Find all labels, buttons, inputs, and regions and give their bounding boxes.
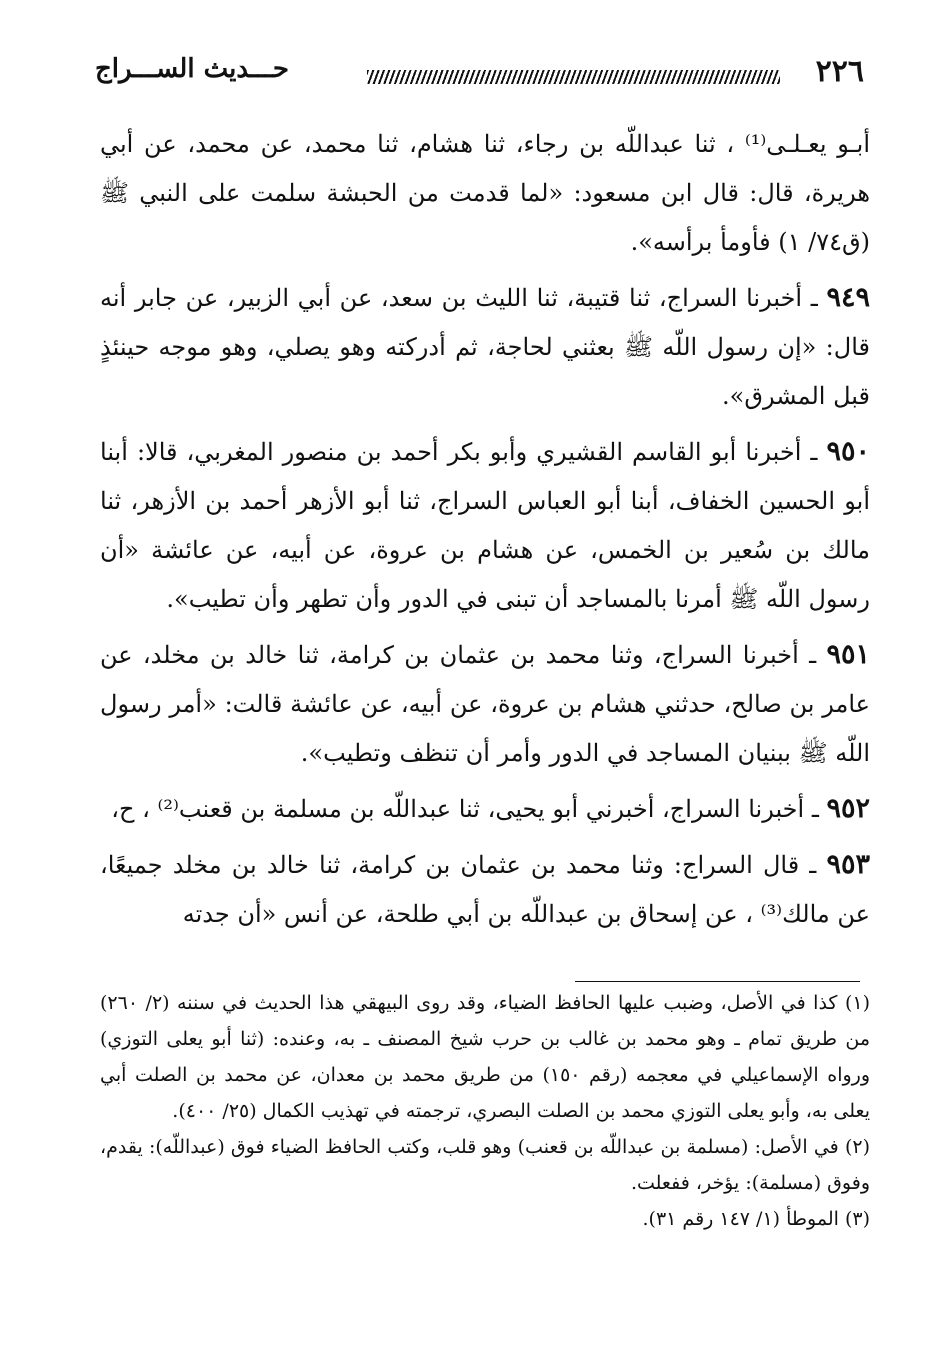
book-title: حـــديث الســـراج bbox=[95, 54, 289, 84]
hadith-paragraph bbox=[100, 273, 870, 421]
hadith-number: ٩٤٩ bbox=[826, 282, 870, 313]
header-hatched-rule bbox=[367, 70, 780, 84]
hadith-text: ـ أخبرنا السراج، ثنا قتيبة، ثنا الليث بن سعد، عن أبي الزبير، عن جابر أنه قال: «إن رسول اللّه ﷺ بعثني لحاجة، ثم أدركته وهو يصلي، وهو موجه حينئذٍ قبل المشرق». bbox=[100, 284, 870, 410]
hadith-number: ٩٥٢ bbox=[826, 793, 870, 824]
footnote-separator bbox=[575, 981, 860, 982]
hadith-paragraph bbox=[100, 840, 870, 939]
hadith-text: ـ قال السراج: وثنا محمد بن عثمان بن كرامة، ثنا خالد بن مخلد جميعًا، عن مالك⁽³⁾ ، عن إسحاق بن عبداللّه بن أبي طلحة، عن أنس «أن جدته bbox=[100, 851, 870, 928]
hadith-number: ٩٥٣ bbox=[826, 849, 870, 880]
paragraph-continuation: أبـو يعـلـى⁽¹⁾ ، ثنا عبداللّه بن رجاء، ثنا هشام، ثنا محمد، عن محمد، عن أبي هريرة، قال: قال ابن مسعود: «لما قدمت من الحبشة سلمت على النبي ﷺ (ق٧٤/ ١) فأومأ برأسه». bbox=[100, 130, 870, 256]
footnote: (٣) الموطأ (١/ ١٤٧ رقم ٣١). bbox=[642, 1208, 870, 1230]
hadith-number: ٩٥٠ bbox=[826, 436, 870, 467]
footnotes bbox=[100, 985, 870, 1237]
hadith-number: ٩٥١ bbox=[826, 639, 870, 670]
hadith-paragraph bbox=[100, 784, 870, 834]
footnote: (١) كذا في الأصل، وضبب عليها الحافظ الضياء، وقد روى البيهقي هذا الحديث في سننه (٢/ ٢٦٠) من طريق تمام ـ وهو محمد بن غالب بن حرب شيخ المصنف ـ به، وعنده: (ثنا أبو يعلى التوزي) ورواه الإسماعيلي في معجمه (رقم ١٥٠) من طريق محمد بن معدان، عن محمد بن الصلت أبي يعلى به، وأبو يعلى التوزي محمد بن الصلت البصري، ترجمته في تهذيب الكمال (٢٥/ ٤٠٠). bbox=[100, 992, 870, 1122]
page-number: ٢٢٦ bbox=[815, 54, 864, 89]
page-header bbox=[95, 52, 870, 100]
hadith-text: ـ أخبرنا السراج، أخبرني أبو يحيى، ثنا عبداللّه بن مسلمة بن قعنب⁽²⁾ ، ح، bbox=[111, 795, 819, 823]
hadith-text: ـ أخبرنا أبو القاسم القشيري وأبو بكر أحمد بن منصور المغربي، قالا: أبنا أبو الحسين الخفاف، أبنا أبو العباس السراج، ثنا أبو الأزهر أحمد بن الأزهر، ثنا مالك بن سُعير بن الخمس، عن هشام بن عروة، عن أبيه، عن عائشة «أن رسول اللّه ﷺ أمرنا بالمساجد أن تبنى في الدور وأن تطهر وأن تطيب». bbox=[100, 438, 871, 613]
hadith-paragraph bbox=[100, 630, 870, 778]
hadith-text: ـ أخبرنا السراج، وثنا محمد بن عثمان بن كرامة، ثنا خالد بن مخلد، عن عامر بن صالح، حدثني هشام بن عروة، عن أبيه، عن عائشة قالت: «أمر رسول اللّه ﷺ ببنيان المساجد في الدور وأمر أن تنظف وتطيب». bbox=[100, 641, 870, 767]
footnote: (٢) في الأصل: (مسلمة بن عبداللّه بن قعنب) وهو قلب، وكتب الحافظ الضياء فوق (عبداللّه): يقدم، وفوق (مسلمة): يؤخر، ففعلت. bbox=[100, 1136, 870, 1194]
main-text bbox=[100, 120, 870, 945]
hadith-paragraph bbox=[100, 427, 870, 624]
